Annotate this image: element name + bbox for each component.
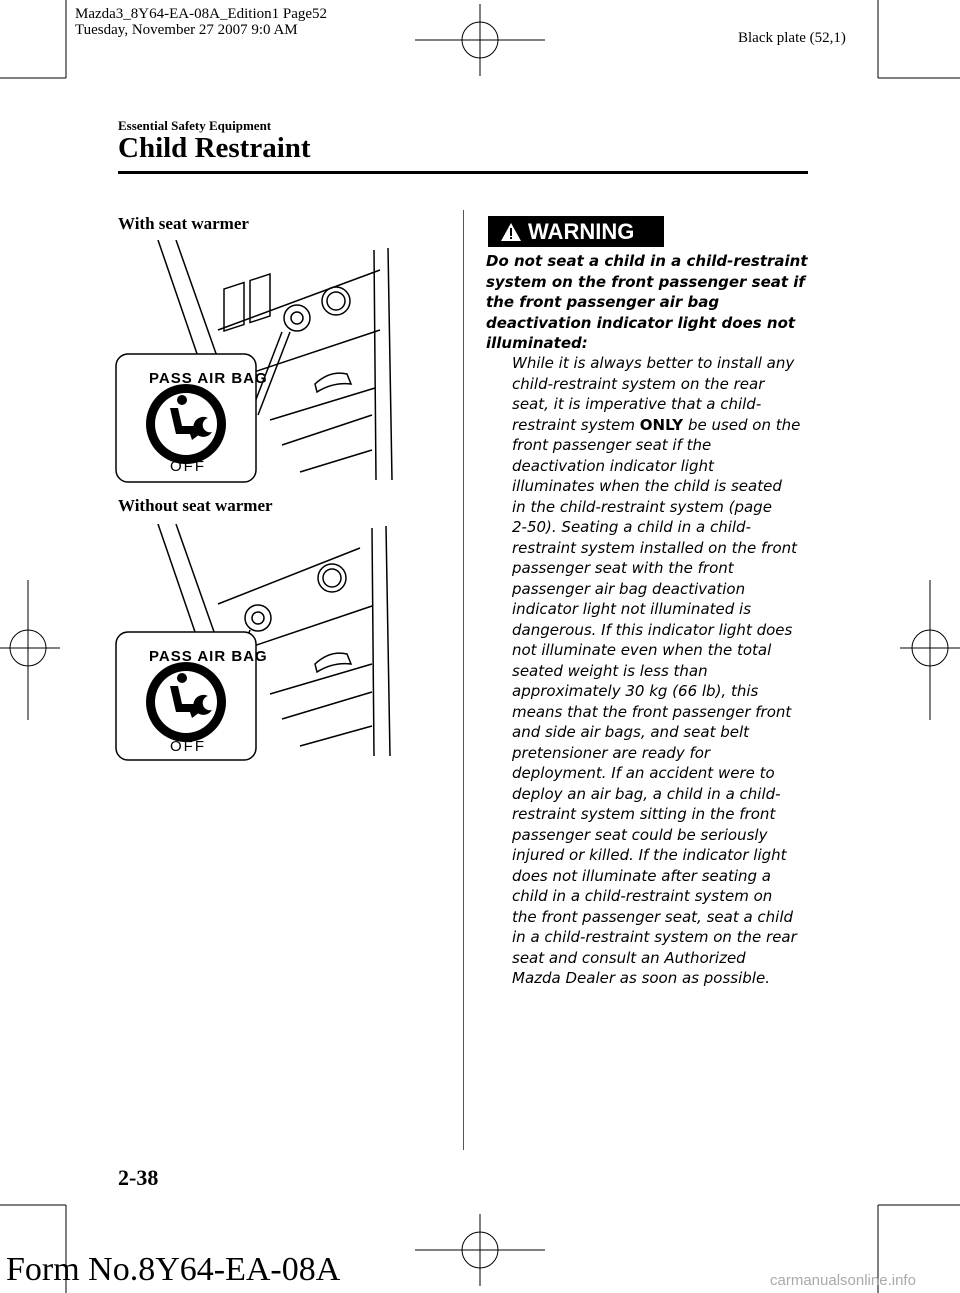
warning-body-line: illuminates when the child is seated	[512, 477, 782, 495]
warning-body-line: approximately 30 kg (66 lb), this	[512, 682, 759, 700]
warning-body-line: child-restraint system on the rear	[512, 374, 765, 393]
warning-body-line: restraint system sitting in the front	[512, 805, 776, 823]
warning-banner	[488, 216, 664, 247]
warning-lead-line: Do not seat a child in a child-restraint	[486, 252, 808, 270]
warning-body-line: does not illuminate after seating a	[512, 866, 771, 885]
page-number: 2-38	[118, 1165, 159, 1190]
warning-body-line: seat and consult an Authorized	[512, 948, 746, 967]
column-divider	[463, 210, 464, 1150]
warning-label: WARNING	[528, 218, 635, 244]
indicator-off-text-2: OFF	[170, 738, 206, 755]
warning-body-line: child in a child-restraint system on	[512, 887, 773, 905]
title-rule	[118, 171, 808, 174]
warning-body-line: and side air bags, and seat belt	[512, 723, 750, 741]
file-info: Mazda3_8Y64-EA-08A_Edition1 Page52	[75, 6, 328, 22]
figure-caption-with-warmer: With seat warmer	[118, 214, 249, 233]
warning-body-line: means that the front passenger front	[512, 702, 792, 721]
warning-lead-line: the front passenger air bag	[486, 293, 720, 311]
warning-body-line: passenger seat with the front	[512, 559, 734, 577]
print-date: Tuesday, November 27 2007 9:0 AM	[75, 22, 298, 38]
warning-triangle-icon	[500, 222, 522, 242]
warning-body-line: deploy an air bag, a child in a child-	[512, 784, 781, 803]
warning-body-line: While it is always better to install any	[512, 354, 795, 372]
warning-body-line: seat, it is imperative that a child-	[512, 395, 762, 413]
figure-caption-without-warmer: Without seat warmer	[118, 496, 273, 515]
indicator-arc-text-1: PASS AIR BAG	[149, 370, 268, 387]
warning-body-line: 2-50). Seating a child in a child-	[512, 518, 751, 536]
warning-lead	[486, 251, 816, 354]
warning-body-line: seated weight is less than	[512, 661, 708, 680]
indicator-off-text-1: OFF	[170, 458, 206, 475]
warning-body-line: passenger seat could be seriously	[512, 825, 768, 844]
warning-body-line: injured or killed. If the indicator light	[512, 846, 787, 864]
warning-lead-line: deactivation indicator light does not	[486, 313, 796, 332]
warning-body-line: passenger air bag deactivation	[512, 579, 746, 598]
warning-body-line: Mazda Dealer as soon as possible.	[512, 969, 770, 987]
page-title: Child Restraint	[118, 132, 311, 164]
warning-body-line: in the child-restraint system (page	[512, 497, 772, 516]
warning-body-line: restraint system installed on the front	[512, 538, 798, 557]
watermark: carmanualsonline.info	[770, 1272, 916, 1289]
form-number: Form No.8Y64-EA-08A	[6, 1251, 341, 1288]
warning-body-line: dangerous. If this indicator light does	[512, 620, 793, 639]
warning-lead-line: illuminated:	[486, 334, 588, 352]
console-illustration-with-warmer	[110, 240, 456, 490]
section-name: Essential Safety Equipment	[118, 118, 272, 133]
indicator-arc-text-2: PASS AIR BAG	[149, 648, 268, 665]
warning-body-line: the front passenger seat, seat a child	[512, 907, 794, 926]
warning-lead-line: system on the front passenger seat if	[486, 272, 805, 291]
warning-body	[512, 353, 822, 989]
warning-body-line: in a child-restraint system on the rear	[512, 928, 797, 946]
warning-body-line: front passenger seat if the	[512, 436, 712, 454]
warning-body-line: deployment. If an accident were to	[512, 764, 775, 782]
warning-body-line: not illuminate even when the total	[512, 641, 772, 659]
plate-info: Black plate (52,1)	[738, 30, 846, 46]
warning-body-line: indicator light not illuminated is	[512, 600, 752, 618]
warning-body-line: deactivation indicator light	[512, 456, 714, 475]
console-illustration-without-warmer	[110, 524, 456, 764]
warning-body-line: pretensioner are ready for	[512, 743, 711, 762]
warning-body-line: restraint system ONLY be used on the	[512, 415, 801, 434]
